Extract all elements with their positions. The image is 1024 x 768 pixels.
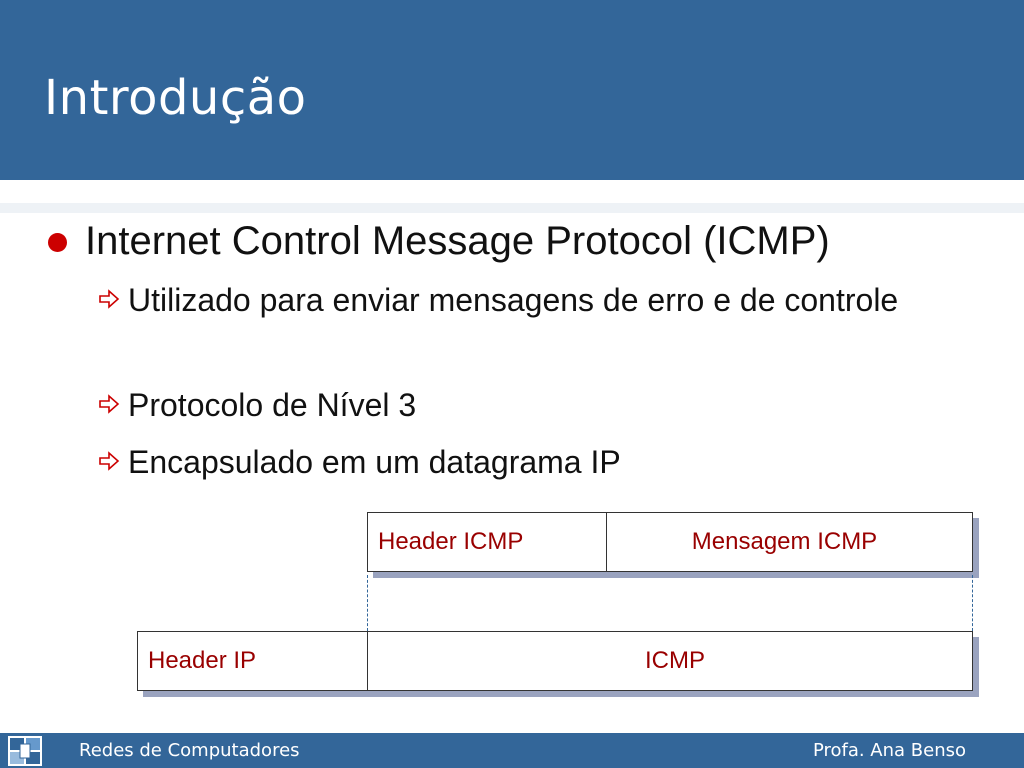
bullet-main-text: Internet Control Message Protocol (ICMP): [85, 218, 830, 263]
icmp-message-cell: Mensagem ICMP: [691, 528, 878, 555]
slide-title: Introdução: [44, 70, 307, 126]
sub-bullet-text: Utilizado para enviar mensagens de erro e de controle: [128, 282, 899, 318]
footer-bar: [0, 733, 1024, 768]
institution-logo-icon: [8, 736, 42, 766]
encapsulation-guide-left: [367, 575, 368, 631]
footer-author: Profa. Ana Benso: [812, 740, 966, 761]
icmp-packet-box: [367, 512, 973, 572]
ip-header-cell: Header IP: [138, 632, 368, 690]
encapsulation-guide-right: [972, 575, 973, 631]
sub-bullet-text: Protocolo de Nível 3: [128, 387, 417, 423]
sub-bullet-text: Encapsulado em um datagrama IP: [128, 444, 621, 480]
icmp-header-cell: Header ICMP: [368, 513, 607, 571]
ip-datagram-box: [137, 631, 973, 691]
footer-course: Redes de Computadores: [79, 740, 300, 761]
ip-payload-cell: ICMP: [645, 647, 705, 674]
